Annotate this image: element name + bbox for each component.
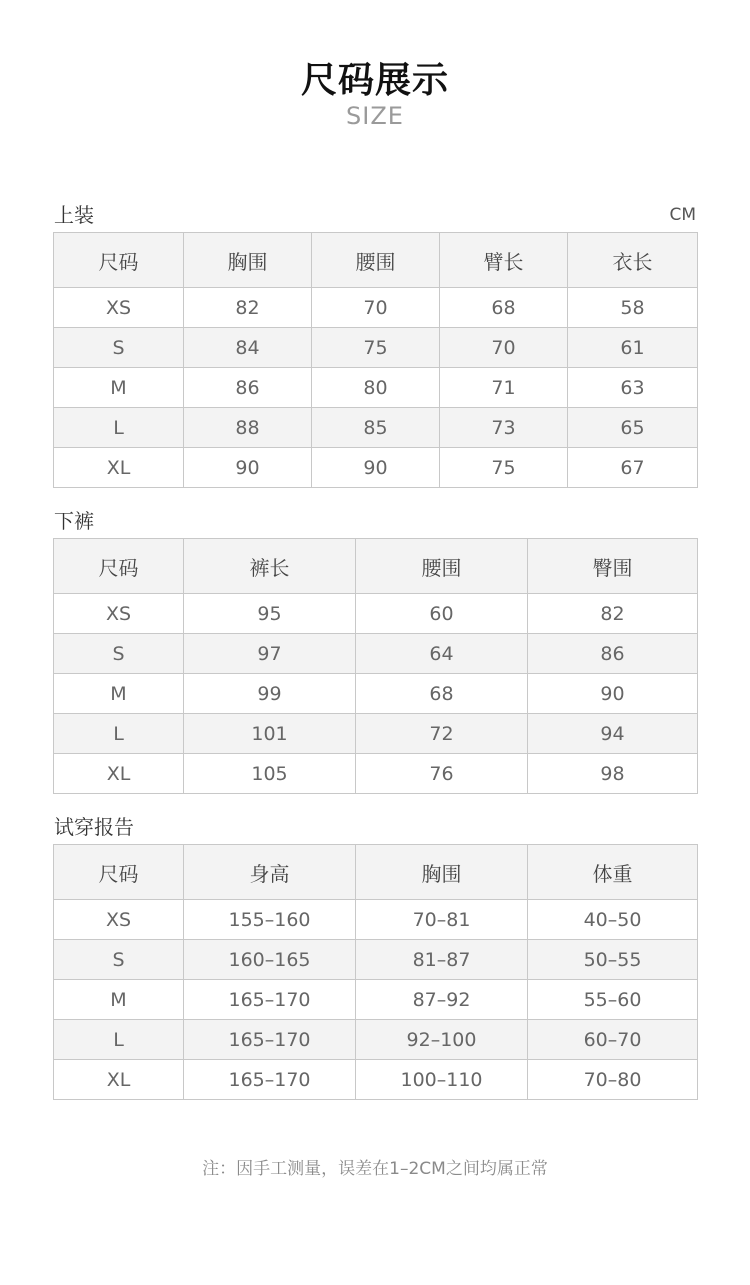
table-row (54, 448, 698, 488)
table-row (54, 754, 698, 794)
table-row (54, 940, 698, 980)
page-subtitle: SIZE (346, 102, 404, 130)
table-cell: 92–100 (356, 1020, 528, 1060)
table-cell: 98 (528, 754, 698, 794)
size-cell: M (54, 674, 184, 714)
column-header: 腰围 (356, 539, 528, 594)
table-cell: 65 (568, 408, 698, 448)
size-cell: L (54, 1020, 184, 1060)
table-cell: 50–55 (528, 940, 698, 980)
table-cell: 75 (312, 328, 440, 368)
table-cell: 63 (568, 368, 698, 408)
table-cell: 94 (528, 714, 698, 754)
table-cell: 71 (440, 368, 568, 408)
section-label-tops: 上装 (54, 203, 94, 227)
table-cell: 100–110 (356, 1060, 528, 1100)
size-cell: S (54, 328, 184, 368)
column-header: 臂长 (440, 233, 568, 288)
table-row (54, 408, 698, 448)
size-cell: L (54, 408, 184, 448)
section-label-fitting: 试穿报告 (54, 815, 134, 839)
column-header: 尺码 (54, 845, 184, 900)
table-row (54, 900, 698, 940)
table-cell: 84 (184, 328, 312, 368)
table-cell: 86 (184, 368, 312, 408)
table-row (54, 674, 698, 714)
size-cell: XL (54, 754, 184, 794)
table-row (54, 1020, 698, 1060)
table-cell: 60 (356, 594, 528, 634)
table-cell: 58 (568, 288, 698, 328)
column-header: 身高 (184, 845, 356, 900)
bottoms-size-table (53, 538, 698, 794)
table-row (54, 368, 698, 408)
size-cell: S (54, 634, 184, 674)
column-header: 臀围 (528, 539, 698, 594)
size-cell: XL (54, 1060, 184, 1100)
table-cell: 90 (184, 448, 312, 488)
column-header: 尺码 (54, 233, 184, 288)
size-cell: XS (54, 594, 184, 634)
table-cell: 67 (568, 448, 698, 488)
table-cell: 155–160 (184, 900, 356, 940)
fitting-report-table (53, 844, 698, 1100)
table-header-row (54, 233, 698, 288)
table-cell: 70 (312, 288, 440, 328)
table-cell: 55–60 (528, 980, 698, 1020)
table-row (54, 1060, 698, 1100)
column-header: 胸围 (184, 233, 312, 288)
table-cell: 60–70 (528, 1020, 698, 1060)
table-row (54, 328, 698, 368)
table-row (54, 980, 698, 1020)
table-cell: 85 (312, 408, 440, 448)
table-cell: 90 (312, 448, 440, 488)
measurement-note: 注：因手工测量，误差在1–2CM之间均属正常 (202, 1159, 548, 1179)
table-cell: 81–87 (356, 940, 528, 980)
table-header-row (54, 539, 698, 594)
table-cell: 95 (184, 594, 356, 634)
table-cell: 90 (528, 674, 698, 714)
column-header: 腰围 (312, 233, 440, 288)
column-header: 胸围 (356, 845, 528, 900)
column-header: 体重 (528, 845, 698, 900)
table-cell: 68 (356, 674, 528, 714)
table-row (54, 288, 698, 328)
table-cell: 82 (184, 288, 312, 328)
table-cell: 88 (184, 408, 312, 448)
size-cell: S (54, 940, 184, 980)
table-row (54, 714, 698, 754)
size-cell: XL (54, 448, 184, 488)
table-cell: 64 (356, 634, 528, 674)
table-cell: 165–170 (184, 1060, 356, 1100)
table-cell: 80 (312, 368, 440, 408)
table-cell: 165–170 (184, 1020, 356, 1060)
table-cell: 72 (356, 714, 528, 754)
column-header: 尺码 (54, 539, 184, 594)
table-cell: 70 (440, 328, 568, 368)
size-cell: M (54, 368, 184, 408)
table-cell: 73 (440, 408, 568, 448)
table-cell: 99 (184, 674, 356, 714)
table-cell: 70–81 (356, 900, 528, 940)
table-cell: 68 (440, 288, 568, 328)
section-label-bottoms: 下裤 (54, 509, 94, 533)
column-header: 裤长 (184, 539, 356, 594)
table-cell: 105 (184, 754, 356, 794)
table-cell: 160–165 (184, 940, 356, 980)
size-cell: XS (54, 288, 184, 328)
tops-size-table (53, 232, 698, 488)
table-cell: 70–80 (528, 1060, 698, 1100)
table-cell: 82 (528, 594, 698, 634)
table-cell: 61 (568, 328, 698, 368)
table-header-row (54, 845, 698, 900)
page-title: 尺码展示 (300, 60, 449, 101)
table-cell: 40–50 (528, 900, 698, 940)
column-header: 衣长 (568, 233, 698, 288)
table-cell: 86 (528, 634, 698, 674)
table-cell: 87–92 (356, 980, 528, 1020)
table-row (54, 594, 698, 634)
size-cell: L (54, 714, 184, 754)
table-cell: 101 (184, 714, 356, 754)
size-cell: XS (54, 900, 184, 940)
table-row (54, 634, 698, 674)
size-cell: M (54, 980, 184, 1020)
table-cell: 76 (356, 754, 528, 794)
table-cell: 75 (440, 448, 568, 488)
unit-label: CM (669, 205, 696, 225)
table-cell: 97 (184, 634, 356, 674)
table-cell: 165–170 (184, 980, 356, 1020)
